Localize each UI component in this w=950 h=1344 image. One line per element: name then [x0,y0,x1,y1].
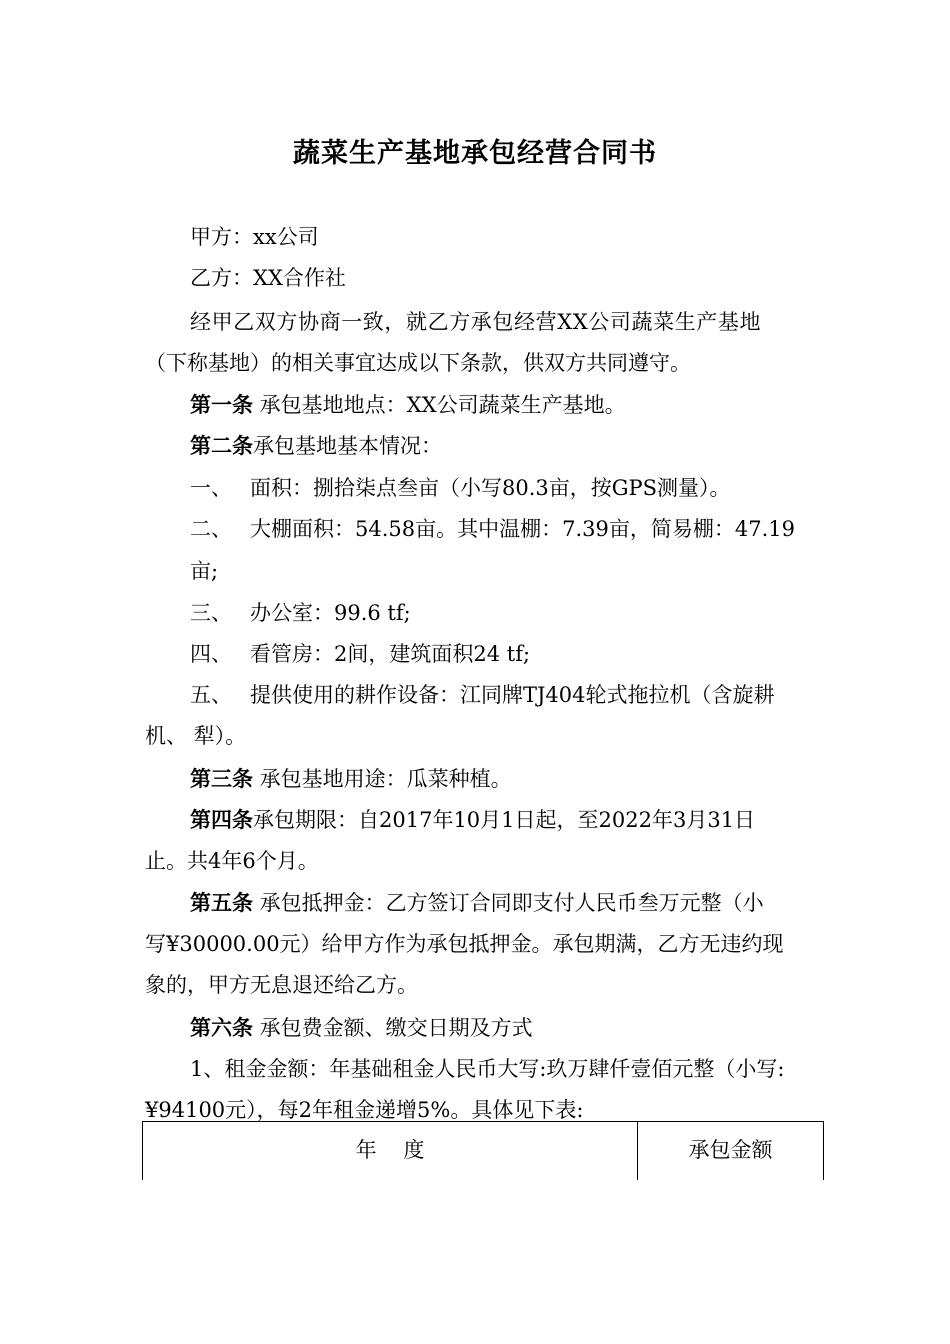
article-5-continuation-1: 写¥30000.00元）给甲方作为承包抵押金。承包期满，乙方无违约现 [145,932,784,956]
list-item-number: 三、 [190,601,232,625]
intro-line-1: 经甲乙双方协商一致，就乙方承包经营XX公司蔬菜生产基地 [190,310,762,334]
list-item [190,598,830,628]
article-4 [190,805,830,835]
column-header-year: 年 度 [143,1122,638,1181]
list-item [190,514,830,544]
article-6 [190,1013,830,1043]
article-4-heading: 第四条 [190,807,253,832]
list-item-text: 大棚面积：54.58亩。其中温棚：7.39亩，简易棚：47.19 [250,517,795,541]
intro-line-2: （下称基地）的相关事宜达成以下条款，供双方共同遵守。 [145,351,691,375]
list-item [190,680,830,710]
article-1 [190,390,830,420]
article-3 [190,764,830,794]
list-item-continuation: 机、 犁）。 [145,724,247,748]
rent-line-2: ¥94100元），每2年租金递增5%。具体见下表: [145,1098,584,1122]
list-item-number: 五、 [190,683,232,707]
article-4-text: 承包期限：自2017年10月1日起，至2022年3月31日 [253,808,756,832]
article-5-continuation-2: 象的，甲方无息退还给乙方。 [145,973,418,997]
list-item-text: 提供使用的耕作设备：江同牌TJ404轮式拖拉机（含旋耕 [250,683,775,707]
list-item-continuation: 亩; [190,559,219,583]
article-5 [190,888,830,918]
article-3-heading: 第三条 [190,766,253,791]
party-b: 乙方：XX合作社 [190,266,346,290]
column-header-amount: 承包金额 [638,1122,824,1181]
list-item-number: 四、 [190,642,232,666]
article-4-continuation: 止。共4年6个月。 [145,849,319,873]
party-a: 甲方：xx公司 [190,225,319,249]
article-5-text: 承包抵押金：乙方签订合同即支付人民币叁万元整（小 [253,891,764,915]
rent-line-1: 1、租金金额：年基础租金人民币大写:玖万肆仟壹佰元整（小写: [190,1057,785,1081]
list-item [190,473,830,503]
rent-table [142,1121,824,1180]
article-5-heading: 第五条 [190,890,253,915]
list-item-number: 二、 [190,517,232,541]
list-item-text: 看管房：2间，建筑面积24 tf; [250,642,531,666]
document-title: 蔬菜生产基地承包经营合同书 [293,138,657,169]
article-3-text: 承包基地用途：瓜菜种植。 [253,767,512,791]
article-1-heading: 第一条 [190,392,253,417]
article-1-text: 承包基地地点：XX公司蔬菜生产基地。 [253,393,626,417]
table-header-row [143,1122,824,1181]
list-item [190,639,830,669]
list-item-text: 办公室：99.6 tf; [250,601,411,625]
list-item-number: 一、 [190,476,232,500]
article-2-heading: 第二条 [190,433,253,458]
article-6-text: 承包费金额、缴交日期及方式 [253,1016,533,1040]
article-6-heading: 第六条 [190,1015,253,1040]
article-2-text: 承包基地基本情况： [253,434,442,458]
article-2 [190,431,830,461]
list-item-text: 面积：捌拾柒点叁亩（小写80.3亩，按GPS测量）。 [250,476,731,500]
